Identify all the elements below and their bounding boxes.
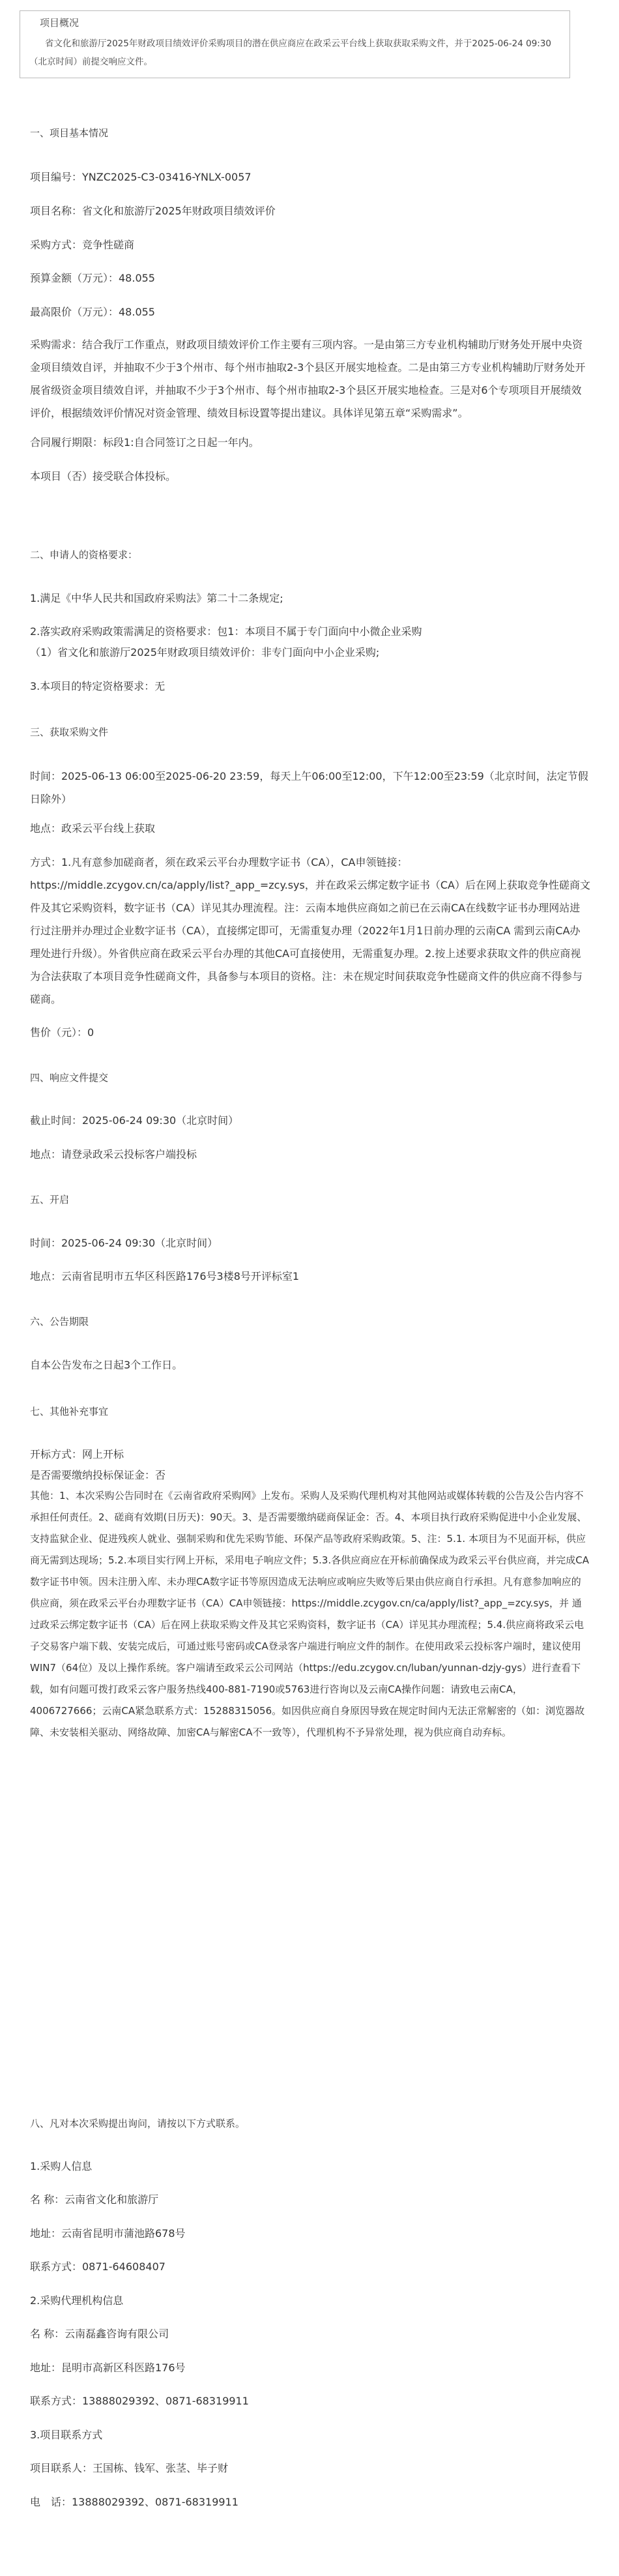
obtain-place: 地点：政采云平台线上获取 <box>30 822 156 835</box>
project-number: 项目编号：YNZC2025-C3-03416-YNLX-0057 <box>30 171 252 183</box>
section-1-heading: 一、项目基本情况 <box>30 127 109 139</box>
procurement-requirement: 采购需求：结合我厅工作重点，财政项目绩效评价工作主要有三项内容。一是由第三方专业机构辅助厅财务处开展中央资金项目绩效自评，并抽取不少于3个州市、每个州市抽取2-3个县区开展实地检查。二是由第三方专业机构辅助厅财务处开展省级资金项目绩效自评，并抽取不少于3个州市、每个州市抽取2-3个县区开展实地检查。三是对6个专项项目开展绩效评价，根据绩效评价情况对资金管理、绩效目标设置等提出建议。具体详见第五章“采购需求”。 <box>30 338 586 419</box>
section-2-heading: 二、申请人的资格要求： <box>30 549 138 561</box>
agency-address: 地址：昆明市高新区科医路176号 <box>30 2361 186 2374</box>
submission-place: 地点：请登录政采云投标客户端投标 <box>30 1148 197 1161</box>
max-price: 最高限价（万元）：48.055 <box>30 306 155 318</box>
section-4-heading: 四、响应文件提交 <box>30 1072 109 1084</box>
qualification-item-3: 3.本项目的特定资格要求：无 <box>30 680 166 692</box>
contract-period: 合同履行期限：标段1:自合同签订之日起一年内。 <box>30 436 259 449</box>
project-contact-phone: 电 话：13888029392、0871-68319911 <box>30 2496 238 2508</box>
consortium-note: 本项目（否）接受联合体投标。 <box>30 470 177 482</box>
opening-mode: 开标方式：网上开标 <box>30 1448 124 1460</box>
purchaser-name: 名 称：云南省文化和旅游厅 <box>30 2193 159 2206</box>
agency-heading: 2.采购代理机构信息 <box>30 2294 124 2307</box>
document-price: 售价（元）：0 <box>30 1026 94 1039</box>
section-5-heading: 五、开启 <box>30 1194 70 1206</box>
summary-text: 省文化和旅游厅2025年财政项目绩效评价采购项目的潜在供应商应在政采云平台线上获取获取采购文件，并于2025-06-24 09:30（北京时间）前提交响应文件。 <box>29 38 552 67</box>
section-3-heading: 三、获取采购文件 <box>30 726 109 738</box>
opening-time: 时间：2025-06-24 09:30（北京时间） <box>30 1237 218 1249</box>
deposit-required: 是否需要缴纳投标保证金：否 <box>30 1469 166 1481</box>
summary-title: 项目概况 <box>40 17 79 29</box>
purchaser-heading: 1.采购人信息 <box>30 2160 93 2172</box>
obtain-time: 时间：2025-06-13 06:00至2025-06-20 23:59，每天上午06:00至12:00，下午12:00至23:59（北京时间，法定节假日除外） <box>30 770 588 805</box>
qualification-item-2-sub: （1）省文化和旅游厅2025年财政项目绩效评价：非专门面向中小企业采购; <box>30 646 380 659</box>
project-contact-people: 项目联系人：王国栋、钱军、张茎、毕子财 <box>30 2462 229 2474</box>
section-7-heading: 七、其他补充事宜 <box>30 1406 109 1417</box>
procurement-method: 采购方式：竞争性磋商 <box>30 239 135 251</box>
project-summary-box <box>20 10 570 78</box>
submission-deadline: 截止时间：2025-06-24 09:30（北京时间） <box>30 1114 239 1127</box>
agency-name: 名 称：云南磊鑫咨询有限公司 <box>30 2328 169 2340</box>
project-contact-heading: 3.项目联系方式 <box>30 2429 103 2441</box>
section-6-heading: 六、公告期限 <box>30 1316 89 1327</box>
budget-amount: 预算金额（万元）：48.055 <box>30 272 155 284</box>
project-name: 项目名称：省文化和旅游厅2025年财政项目绩效评价 <box>30 205 276 217</box>
purchaser-address: 地址：云南省昆明市蒲池路678号 <box>30 2227 186 2240</box>
other-matters: 其他：1、本次采购公告同时在《云南省政府采购网》上发布。采购人及采购代理机构对其他网站或媒体转载的公告及公告内容不承担任何责任。2、磋商有效期(日历天)：90天。3、是否需要缴纳磋商保证金：否。4、本项目执行政府采购促进中小企业发展、支持监狱企业、促进残疾人就业、强制采购和优先采购节能、环保产品等政府采购政策。5、注：5.1. 本项目为不见面开标，供应商无需到达现场；5.2.本项目实行网上开标，采用电子响应文件；5.3.各供应商应在开标前确保成为政采云平台供应商，并完成CA数字证书申领。因未注册入库、未办理CA数字证书等原因造成无法响应或响应失败等后果由供应商自行承担。凡有意参加响应的供应商，须在政采云平台办理数字证书（CA）CA申领链接：https://middle.zcygov.cn/ca/apply/list?_app_=zcy.sys，并 通过政采云绑定数字证书（CA）后在网上获取采购文件及其它采购资料，数字证书（CA）详见其办理流程；5.4.供应商将政采云电子交易客户端下载、安装完成后，可通过账号密码或CA登录客户端进行响应文件的制作。在使用政采云投标客户端时，建议使用WIN7（64位）及以上操作系统。客户端请至政采云公司网站（https://edu.zcygov.cn/luban/yunnan-dzjy-gys）进行查看下载，如有问题可拨打政采云客户服务热线400-881-7190或5763进行咨询以及云南CA操作问题：请致电云南CA，4006727666；云南CA紧急联系方式：15288315056。如因供应商自身原因导致在规定时间内无法正常解密的（如：浏览器故障、未安装相关驱动、网络故障、加密CA与解密CA不一致等），代理机构不予异常处理，视为供应商自动弃标。 <box>30 1490 589 1738</box>
qualification-item-2: 2.落实政府采购政策需满足的资格要求：包1：本项目不属于专门面向中小微企业采购 <box>30 625 422 638</box>
opening-place: 地点：云南省昆明市五华区科医路176号3楼8号开评标室1 <box>30 1270 300 1282</box>
section-8-heading: 八、凡对本次采购提出询问，请按以下方式联系。 <box>30 2118 246 2129</box>
obtain-method: 方式：1.凡有意参加磋商者，须在政采云平台办理数字证书（CA），CA申领链接：https://middle.zcygov.cn/ca/apply/list?_app_=zcy.sys，并在政采云绑定数字证书（CA）后在网上获取竞争性磋商文件及其它采购资料，数字证书（CA）详见其办理流程。注：云南本地供应商如之前已在云南CA在线数字证书办理网站进行过注册并办理过企业数字证书（CA），直接绑定即可，无需重复办理（2022年1月1日前办理的云南CA 需到云南CA办理处进行升级）。外省供应商在政采云平台办理的其他CA可直接使用，无需重复办理。2.按上述要求获取文件的供应商视为合法获取了本项目竞争性磋商文件，具备参与本项目的资格。注：未在规定时间获取竞争性磋商文件的供应商不得参与磋商。 <box>30 856 590 1005</box>
purchaser-contact: 联系方式：0871-64608407 <box>30 2260 166 2273</box>
notice-period: 自本公告发布之日起3个工作日。 <box>30 1359 183 1371</box>
qualification-item-1: 1.满足《中华人民共和国政府采购法》第二十二条规定; <box>30 592 283 604</box>
agency-contact: 联系方式：13888029392、0871-68319911 <box>30 2395 249 2407</box>
